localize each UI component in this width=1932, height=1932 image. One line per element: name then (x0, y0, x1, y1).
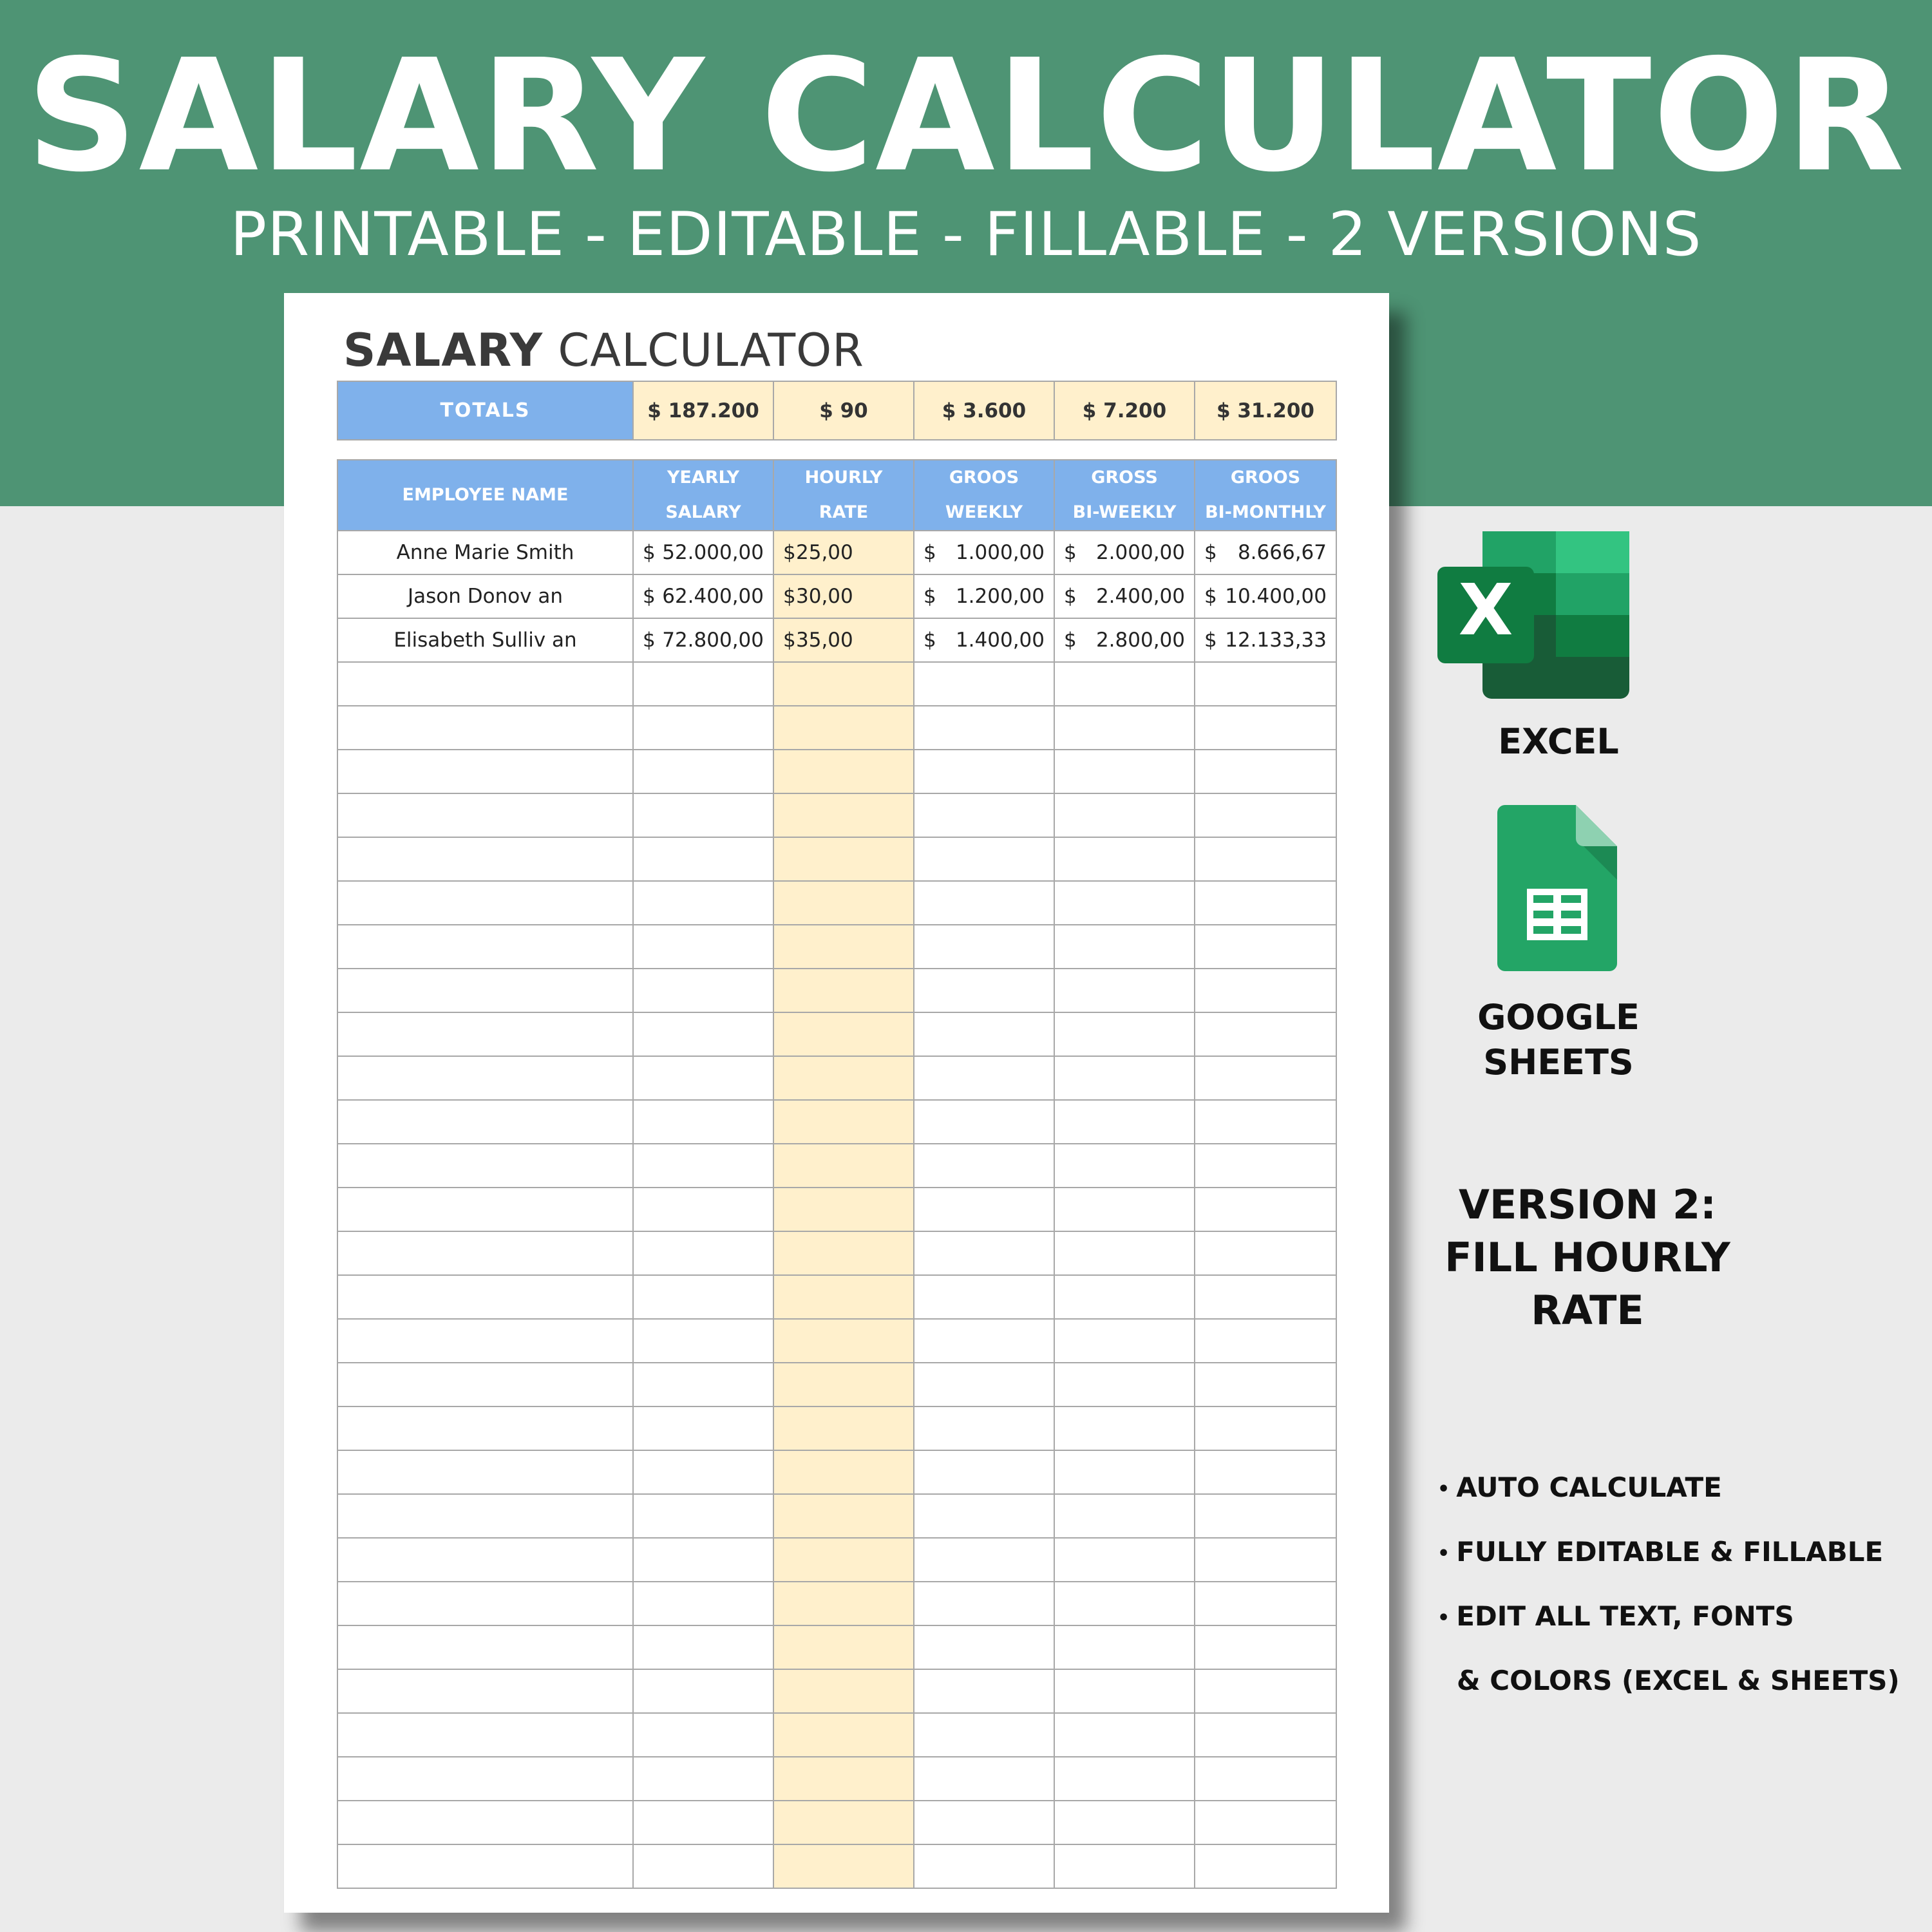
hourly-cell[interactable] (773, 1363, 914, 1406)
yearly-cell[interactable] (633, 1757, 773, 1801)
empty-table-row (337, 1844, 1336, 1888)
biweekly-cell[interactable] (1054, 925, 1195, 969)
empty-table-row (337, 1100, 1336, 1144)
weekly-cell[interactable] (914, 1231, 1054, 1275)
empty-table-row (337, 1582, 1336, 1625)
hourly-cell[interactable] (773, 1056, 914, 1100)
bimonthly-cell[interactable] (1195, 793, 1336, 837)
hourly-cell[interactable] (773, 1625, 914, 1669)
yearly-cell[interactable] (633, 1538, 773, 1582)
employee-name-cell[interactable] (337, 1757, 633, 1801)
yearly-cell[interactable] (633, 1713, 773, 1757)
weekly-cell[interactable]: $ 1.400,00 (914, 618, 1054, 662)
bimonthly-cell[interactable]: $ 12.133,33 (1195, 618, 1336, 662)
yearly-cell[interactable] (633, 706, 773, 750)
weekly-cell[interactable] (914, 1275, 1054, 1319)
empty-table-row (337, 1144, 1336, 1188)
employee-name-cell[interactable] (337, 969, 633, 1012)
employee-name-cell[interactable] (337, 1844, 633, 1888)
biweekly-cell[interactable] (1054, 969, 1195, 1012)
hourly-cell[interactable] (773, 881, 914, 925)
weekly-cell[interactable] (914, 1757, 1054, 1801)
yearly-cell[interactable] (633, 1669, 773, 1713)
sheet-title-light: CALCULATOR (558, 324, 864, 377)
biweekly-cell[interactable] (1054, 793, 1195, 837)
feature-item: • EDIT ALL TEXT, FONTS (1437, 1600, 1794, 1632)
empty-table-row (337, 1801, 1336, 1844)
employee-name-cell[interactable] (337, 1231, 633, 1275)
bimonthly-cell[interactable] (1195, 1231, 1336, 1275)
biweekly-cell[interactable] (1054, 1319, 1195, 1363)
column-header: HOURLY RATE (773, 460, 914, 531)
total-bimonthly: $ 31.200 (1195, 381, 1336, 440)
sheet-title-bold: SALARY (343, 324, 544, 377)
bimonthly-cell[interactable] (1195, 1406, 1336, 1450)
yearly-cell[interactable] (633, 1100, 773, 1144)
biweekly-cell[interactable] (1054, 1801, 1195, 1844)
weekly-cell[interactable] (914, 1625, 1054, 1669)
bimonthly-cell[interactable] (1195, 1669, 1336, 1713)
employee-name-cell[interactable]: Elisabeth Sulliv an (337, 618, 633, 662)
biweekly-cell[interactable] (1054, 1757, 1195, 1801)
bimonthly-cell[interactable] (1195, 1450, 1336, 1494)
hourly-cell[interactable] (773, 1275, 914, 1319)
weekly-cell[interactable] (914, 1801, 1054, 1844)
bimonthly-cell[interactable] (1195, 1494, 1336, 1538)
employee-name-cell[interactable] (337, 1012, 633, 1056)
empty-table-row (337, 1319, 1336, 1363)
bimonthly-cell[interactable] (1195, 1319, 1336, 1363)
bimonthly-cell[interactable] (1195, 1844, 1336, 1888)
weekly-cell[interactable] (914, 1056, 1054, 1100)
biweekly-cell[interactable] (1054, 706, 1195, 750)
empty-table-row (337, 969, 1336, 1012)
employee-name-cell[interactable]: Anne Marie Smith (337, 531, 633, 574)
hourly-cell[interactable] (773, 1844, 914, 1888)
hourly-cell[interactable] (773, 1231, 914, 1275)
bimonthly-cell[interactable] (1195, 706, 1336, 750)
yearly-cell[interactable] (633, 925, 773, 969)
version-note: VERSION 2: FILL HOURLY RATE (1444, 1181, 1730, 1334)
bimonthly-cell[interactable]: $ 10.400,00 (1195, 574, 1336, 618)
biweekly-cell[interactable] (1054, 662, 1195, 706)
empty-table-row (337, 1363, 1336, 1406)
yearly-cell[interactable] (633, 969, 773, 1012)
salary-table (337, 459, 1337, 1889)
biweekly-cell[interactable] (1054, 1144, 1195, 1188)
yearly-cell[interactable] (633, 1275, 773, 1319)
empty-table-row (337, 1275, 1336, 1319)
yearly-cell[interactable] (633, 793, 773, 837)
bimonthly-cell[interactable] (1195, 1012, 1336, 1056)
weekly-cell[interactable] (914, 837, 1054, 881)
weekly-cell[interactable] (914, 1713, 1054, 1757)
hourly-cell[interactable] (773, 662, 914, 706)
yearly-cell[interactable] (633, 1801, 773, 1844)
biweekly-cell[interactable] (1054, 1231, 1195, 1275)
yearly-cell[interactable] (633, 1625, 773, 1669)
weekly-cell[interactable] (914, 1363, 1054, 1406)
weekly-cell[interactable] (914, 1538, 1054, 1582)
empty-table-row (337, 1188, 1336, 1231)
subtitle: PRINTABLE - EDITABLE - FILLABLE - 2 VERSIONS (230, 200, 1702, 270)
empty-table-row (337, 793, 1336, 837)
biweekly-cell[interactable] (1054, 1713, 1195, 1757)
svg-text:X: X (1458, 569, 1513, 651)
hourly-cell[interactable] (773, 750, 914, 793)
total-weekly: $ 3.600 (914, 381, 1054, 440)
column-header: EMPLOYEE NAME (337, 460, 633, 531)
hourly-cell[interactable] (773, 1406, 914, 1450)
weekly-cell[interactable]: $ 1.000,00 (914, 531, 1054, 574)
weekly-cell[interactable] (914, 793, 1054, 837)
total-hourly: $ 90 (773, 381, 914, 440)
yearly-cell[interactable]: $ 62.400,00 (633, 574, 773, 618)
bimonthly-cell[interactable] (1195, 1144, 1336, 1188)
spreadsheet-preview (284, 293, 1389, 1913)
empty-table-row (337, 881, 1336, 925)
employee-name-cell[interactable] (337, 1056, 633, 1100)
weekly-cell[interactable] (914, 1494, 1054, 1538)
hourly-cell[interactable] (773, 1538, 914, 1582)
empty-table-row (337, 662, 1336, 706)
table-row (337, 531, 1336, 574)
employee-name-cell[interactable] (337, 1494, 633, 1538)
yearly-cell[interactable] (633, 1844, 773, 1888)
yearly-cell[interactable] (633, 1056, 773, 1100)
bimonthly-cell[interactable] (1195, 1363, 1336, 1406)
weekly-cell[interactable] (914, 1319, 1054, 1363)
empty-table-row (337, 1494, 1336, 1538)
hourly-cell[interactable] (773, 1144, 914, 1188)
column-header: GROSS BI-WEEKLY (1054, 460, 1195, 531)
weekly-cell[interactable] (914, 1844, 1054, 1888)
bimonthly-cell[interactable] (1195, 1188, 1336, 1231)
empty-table-row (337, 1012, 1336, 1056)
biweekly-cell[interactable] (1054, 1056, 1195, 1100)
hourly-cell[interactable] (773, 1319, 914, 1363)
weekly-cell[interactable] (914, 1669, 1054, 1713)
biweekly-cell[interactable] (1054, 1494, 1195, 1538)
bimonthly-cell[interactable] (1195, 662, 1336, 706)
bimonthly-cell[interactable] (1195, 837, 1336, 881)
yearly-cell[interactable] (633, 662, 773, 706)
biweekly-cell[interactable] (1054, 1582, 1195, 1625)
hourly-cell[interactable] (773, 1450, 914, 1494)
employee-name-cell[interactable] (337, 706, 633, 750)
yearly-cell[interactable]: $ 72.800,00 (633, 618, 773, 662)
yearly-cell[interactable] (633, 750, 773, 793)
weekly-cell[interactable] (914, 662, 1054, 706)
bimonthly-cell[interactable] (1195, 881, 1336, 925)
bimonthly-cell[interactable] (1195, 1275, 1336, 1319)
biweekly-cell[interactable]: $ 2.000,00 (1054, 531, 1195, 574)
hourly-cell[interactable] (773, 1713, 914, 1757)
biweekly-cell[interactable] (1054, 750, 1195, 793)
hourly-cell[interactable] (773, 1801, 914, 1844)
employee-name-cell[interactable] (337, 1188, 633, 1231)
empty-table-row (337, 1231, 1336, 1275)
employee-name-cell[interactable] (337, 925, 633, 969)
biweekly-cell[interactable] (1054, 1844, 1195, 1888)
weekly-cell[interactable] (914, 1582, 1054, 1625)
yearly-cell[interactable] (633, 1582, 773, 1625)
feature-list (1437, 1462, 1914, 1719)
employee-name-cell[interactable] (337, 1319, 633, 1363)
google-sheets-icon (1497, 805, 1617, 971)
table-row (337, 574, 1336, 618)
empty-table-row (337, 1757, 1336, 1801)
hourly-cell[interactable] (773, 1757, 914, 1801)
weekly-cell[interactable] (914, 1012, 1054, 1056)
employee-name-cell[interactable] (337, 1625, 633, 1669)
yearly-cell[interactable] (633, 1406, 773, 1450)
bimonthly-cell[interactable] (1195, 925, 1336, 969)
biweekly-cell[interactable] (1054, 1363, 1195, 1406)
table-header-row (337, 460, 1336, 531)
yearly-cell[interactable] (633, 837, 773, 881)
hourly-cell[interactable] (773, 793, 914, 837)
weekly-cell[interactable] (914, 750, 1054, 793)
hourly-cell[interactable] (773, 1100, 914, 1144)
totals-table (337, 381, 1337, 440)
totals-label: TOTALS (337, 381, 633, 440)
total-yearly: $ 187.200 (633, 381, 773, 440)
column-header: GROOS WEEKLY (914, 460, 1054, 531)
biweekly-cell[interactable] (1054, 1275, 1195, 1319)
employee-name-cell[interactable] (337, 793, 633, 837)
hourly-cell[interactable] (773, 1494, 914, 1538)
bimonthly-cell[interactable] (1195, 1713, 1336, 1757)
weekly-cell[interactable] (914, 925, 1054, 969)
empty-table-row (337, 1406, 1336, 1450)
bimonthly-cell[interactable] (1195, 1056, 1336, 1100)
column-header: GROOS BI-MONTHLY (1195, 460, 1336, 531)
hourly-cell[interactable]: $ 30,00 (773, 574, 914, 618)
yearly-cell[interactable] (633, 881, 773, 925)
weekly-cell[interactable] (914, 969, 1054, 1012)
table-row (337, 618, 1336, 662)
excel-label: EXCEL (1498, 721, 1619, 762)
employee-name-cell[interactable] (337, 837, 633, 881)
empty-table-row (337, 750, 1336, 793)
biweekly-cell[interactable] (1054, 1406, 1195, 1450)
biweekly-cell[interactable] (1054, 1669, 1195, 1713)
employee-name-cell[interactable] (337, 1582, 633, 1625)
biweekly-cell[interactable] (1054, 837, 1195, 881)
weekly-cell[interactable] (914, 1100, 1054, 1144)
hourly-cell[interactable]: $ 35,00 (773, 618, 914, 662)
yearly-cell[interactable] (633, 1363, 773, 1406)
weekly-cell[interactable] (914, 1144, 1054, 1188)
feature-item: • FULLY EDITABLE & FILLABLE (1437, 1536, 1884, 1567)
employee-name-cell[interactable] (337, 1406, 633, 1450)
bimonthly-cell[interactable] (1195, 750, 1336, 793)
empty-table-row (337, 1713, 1336, 1757)
hourly-cell[interactable] (773, 706, 914, 750)
hourly-cell[interactable] (773, 1188, 914, 1231)
feature-item: • AUTO CALCULATE (1437, 1472, 1722, 1503)
yearly-cell[interactable] (633, 1494, 773, 1538)
biweekly-cell[interactable] (1054, 1538, 1195, 1582)
hourly-cell[interactable] (773, 925, 914, 969)
hourly-cell[interactable] (773, 837, 914, 881)
employee-name-cell[interactable] (337, 1538, 633, 1582)
biweekly-cell[interactable] (1054, 1100, 1195, 1144)
bimonthly-cell[interactable] (1195, 1757, 1336, 1801)
bimonthly-cell[interactable] (1195, 1625, 1336, 1669)
bimonthly-cell[interactable] (1195, 969, 1336, 1012)
biweekly-cell[interactable]: $ 2.800,00 (1054, 618, 1195, 662)
employee-name-cell[interactable] (337, 1801, 633, 1844)
bimonthly-cell[interactable] (1195, 1582, 1336, 1625)
employee-name-cell[interactable] (337, 881, 633, 925)
biweekly-cell[interactable] (1054, 1450, 1195, 1494)
yearly-cell[interactable] (633, 1450, 773, 1494)
biweekly-cell[interactable] (1054, 1625, 1195, 1669)
excel-icon (1437, 531, 1631, 699)
empty-table-row (337, 1538, 1336, 1582)
column-header: YEARLY SALARY (633, 460, 773, 531)
weekly-cell[interactable] (914, 881, 1054, 925)
employee-name-cell[interactable] (337, 1363, 633, 1406)
employee-name-cell[interactable] (337, 750, 633, 793)
empty-table-row (337, 1625, 1336, 1669)
bimonthly-cell[interactable]: $ 8.666,67 (1195, 531, 1336, 574)
hourly-cell[interactable] (773, 1012, 914, 1056)
hourly-cell[interactable] (773, 1669, 914, 1713)
employee-name-cell[interactable] (337, 662, 633, 706)
totals-row (337, 381, 1336, 440)
yearly-cell[interactable] (633, 1012, 773, 1056)
employee-name-cell[interactable] (337, 1669, 633, 1713)
employee-name-cell[interactable] (337, 1450, 633, 1494)
main-title: SALARY CALCULATOR (26, 26, 1906, 206)
sheet-title (343, 321, 864, 379)
employee-name-cell[interactable]: Jason Donov an (337, 574, 633, 618)
google-sheets-label: GOOGLE SHEETS (1477, 997, 1640, 1083)
biweekly-cell[interactable] (1054, 1012, 1195, 1056)
hourly-cell[interactable] (773, 969, 914, 1012)
employee-name-cell[interactable] (337, 1713, 633, 1757)
empty-table-row (337, 1056, 1336, 1100)
weekly-cell[interactable] (914, 1188, 1054, 1231)
empty-table-row (337, 706, 1336, 750)
biweekly-cell[interactable]: $ 2.400,00 (1054, 574, 1195, 618)
weekly-cell[interactable]: $ 1.200,00 (914, 574, 1054, 618)
total-biweekly: $ 7.200 (1054, 381, 1195, 440)
hourly-cell[interactable] (773, 1582, 914, 1625)
weekly-cell[interactable] (914, 1406, 1054, 1450)
employee-name-cell[interactable] (337, 1144, 633, 1188)
employee-name-cell[interactable] (337, 1275, 633, 1319)
yearly-cell[interactable]: $ 52.000,00 (633, 531, 773, 574)
empty-table-row (337, 1669, 1336, 1713)
weekly-cell[interactable] (914, 1450, 1054, 1494)
bimonthly-cell[interactable] (1195, 1538, 1336, 1582)
weekly-cell[interactable] (914, 706, 1054, 750)
bimonthly-cell[interactable] (1195, 1100, 1336, 1144)
yearly-cell[interactable] (633, 1319, 773, 1363)
bimonthly-cell[interactable] (1195, 1801, 1336, 1844)
empty-table-row (337, 837, 1336, 881)
empty-table-row (337, 1450, 1336, 1494)
empty-table-row (337, 925, 1336, 969)
yearly-cell[interactable] (633, 1144, 773, 1188)
biweekly-cell[interactable] (1054, 1188, 1195, 1231)
biweekly-cell[interactable] (1054, 881, 1195, 925)
feature-item-continuation: & COLORS (EXCEL & SHEETS) (1457, 1665, 1900, 1696)
yearly-cell[interactable] (633, 1231, 773, 1275)
employee-name-cell[interactable] (337, 1100, 633, 1144)
hourly-cell[interactable]: $ 25,00 (773, 531, 914, 574)
yearly-cell[interactable] (633, 1188, 773, 1231)
